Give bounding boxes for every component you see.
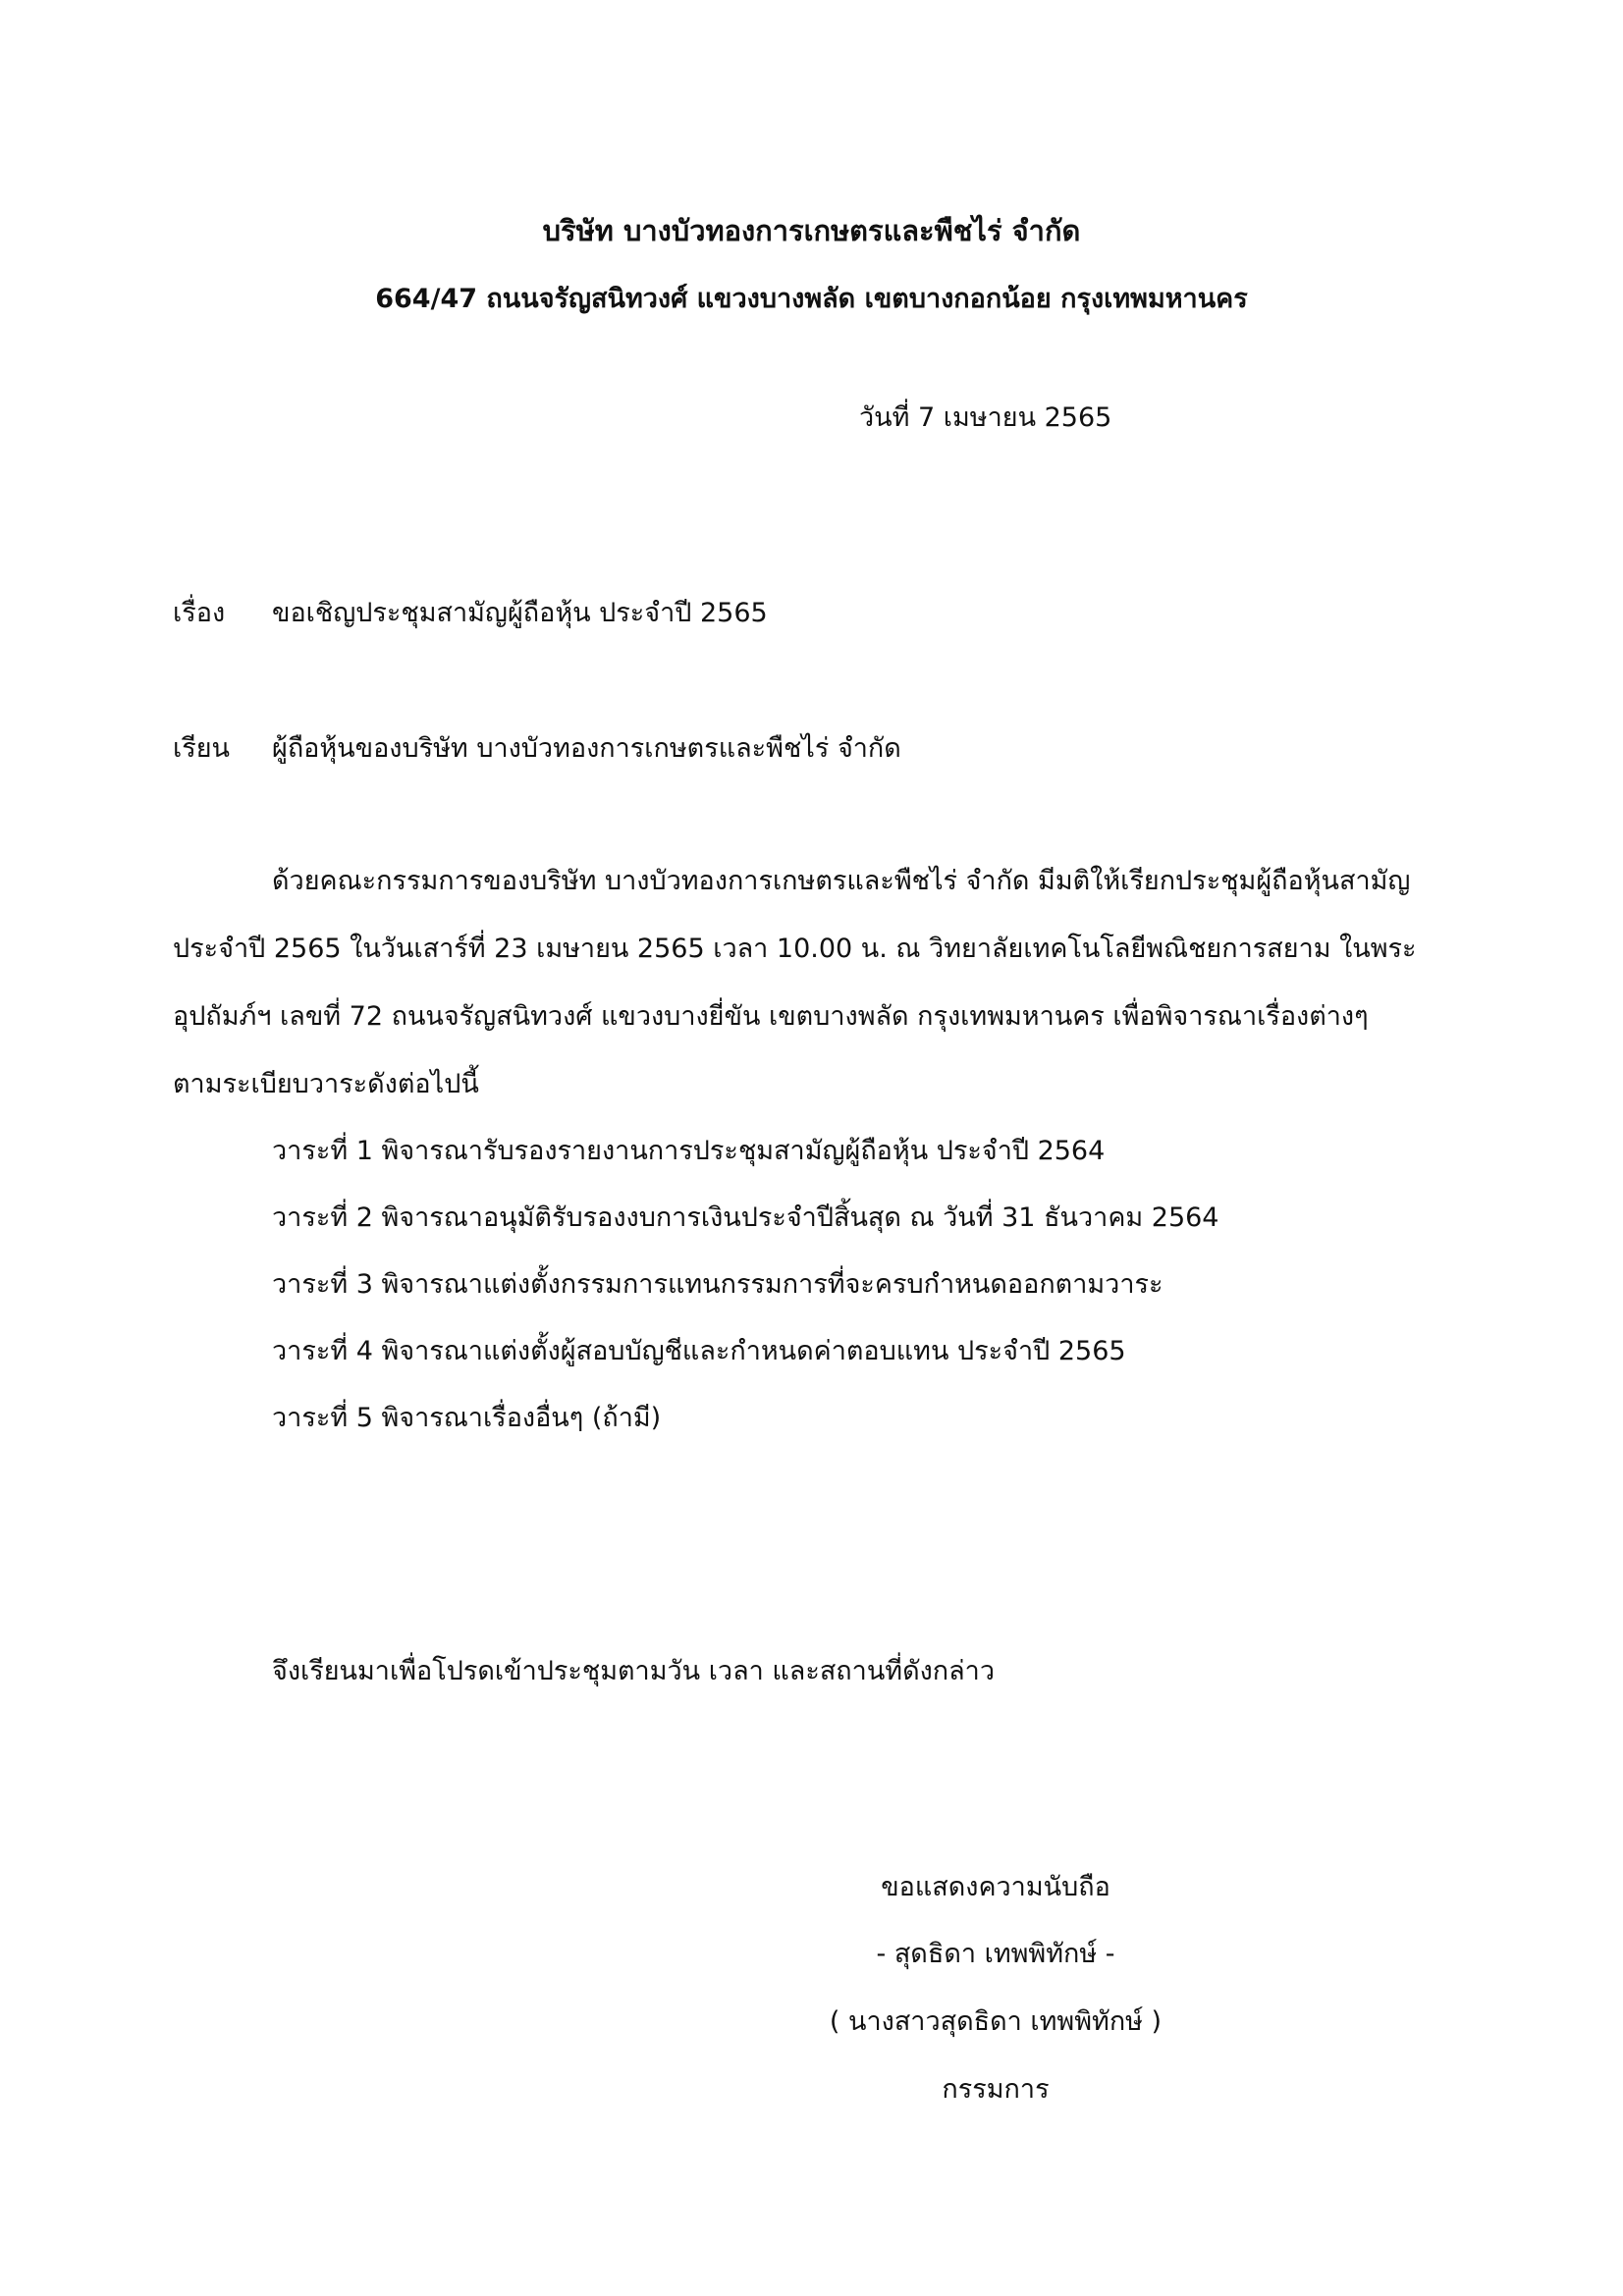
body-paragraph-line: ด้วยคณะกรรมการของบริษัท บางบัวทองการเกษตรและพืชไร่ จำกัด มีมติให้เรียกประชุมผู้ถือหุ้นสามัญ: [272, 866, 1411, 896]
body-paragraph-line: ประจำปี 2565 ในวันเสาร์ที่ 23 เมษายน 2565 เวลา 10.00 น. ณ วิทยาลัยเทคโนโลยีพณิชยการสยาม ในพระ: [173, 934, 1417, 964]
subject-label: เรื่อง: [173, 598, 226, 628]
agenda-item-5: วาระที่ 5 พิจารณาเรื่องอื่นๆ (ถ้ามี): [272, 1403, 662, 1433]
body-paragraph-line: อุปถัมภ์ฯ เลขที่ 72 ถนนจรัญสนิทวงศ์ แขวงบางยี่ขัน เขตบางพลัด กรุงเทพมหานคร เพื่อพิจารณาเรื่องต่างๆ: [173, 1001, 1369, 1032]
agenda-item-3: วาระที่ 3 พิจารณาแต่งตั้งกรรมการแทนกรรมการที่จะครบกำหนดออกตามวาระ: [272, 1269, 1163, 1300]
recipient-label: เรียน: [173, 733, 231, 764]
agenda-item-1: วาระที่ 1 พิจารณารับรองรายงานการประชุมสามัญผู้ถือหุ้น ประจำปี 2564: [272, 1136, 1106, 1166]
company-name: บริษัท บางบัวทองการเกษตรและพืชไร่ จำกัด: [542, 214, 1081, 247]
signature-regards: ขอแสดงความนับถือ: [881, 1872, 1110, 1902]
agenda-item-4: วาระที่ 4 พิจารณาแต่งตั้งผู้สอบบัญชีและกำหนดค่าตอบแทน ประจำปี 2565: [272, 1336, 1126, 1366]
agenda-item-2: วาระที่ 2 พิจารณาอนุมัติรับรองงบการเงินประจำปีสิ้นสุด ณ วันที่ 31 ธันวาคม 2564: [272, 1202, 1219, 1233]
recipient-text: ผู้ถือหุ้นของบริษัท บางบัวทองการเกษตรและพืชไร่ จำกัด: [272, 733, 901, 764]
signature-full-name: ( นางสาวสุดธิดา เทพพิทักษ์ ): [829, 2006, 1163, 2037]
subject-text: ขอเชิญประชุมสามัญผู้ถือหุ้น ประจำปี 2565: [272, 598, 768, 628]
letter-date: วันที่ 7 เมษายน 2565: [859, 402, 1112, 433]
company-address: 664/47 ถนนจรัญสนิทวงศ์ แขวงบางพลัด เขตบางกอกน้อย กรุงเทพมหานคร: [375, 284, 1248, 314]
signature-signed-name: - สุดธิดา เทพพิทักษ์ -: [876, 1939, 1115, 1969]
body-paragraph-line: ตามระเบียบวาระดังต่อไปนี้: [173, 1069, 479, 1099]
signature-position: กรรมการ: [942, 2074, 1050, 2105]
closing-statement: จึงเรียนมาเพื่อโปรดเข้าประชุมตามวัน เวลา และสถานที่ดังกล่าว: [272, 1656, 996, 1686]
